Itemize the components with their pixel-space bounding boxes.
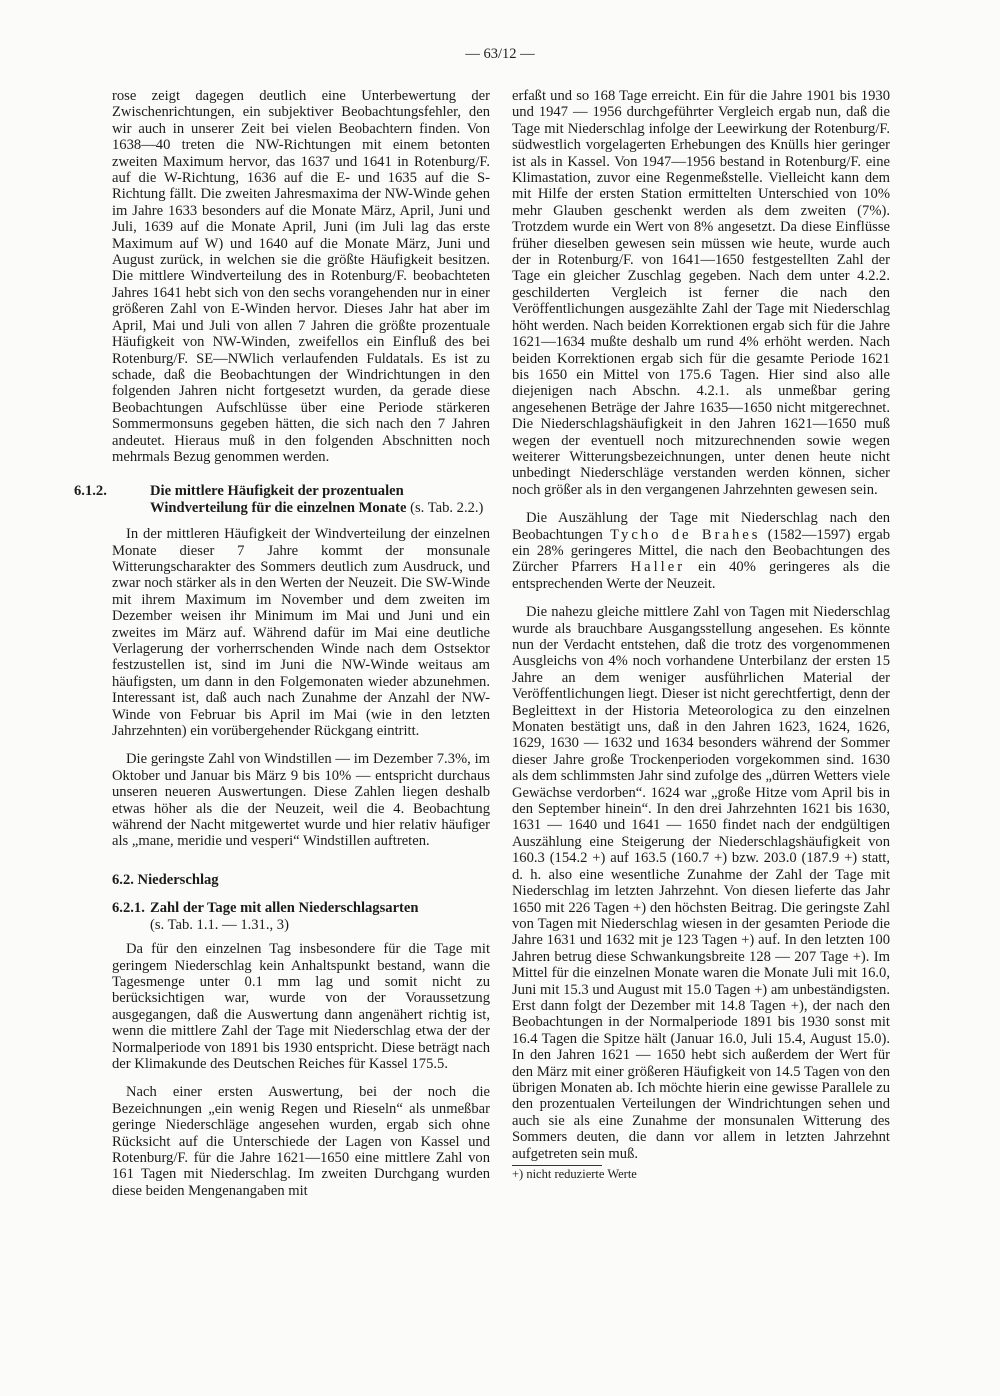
page-number: — 63/12 — [465,46,535,62]
section-title: Zahl der Tage mit allen Niederschlagsarten [150,900,419,917]
text-run: (1582—1597) ergab ein 28% geringeres Mittel, die nach den Beobachtungen des Zürcher Pfarrers [512,526,890,576]
paragraph-brahe-haller [512,510,890,592]
section-number: 6.2.1. [112,900,145,917]
table-reference: (s. Tab. 1.1. — 1.31., 3) [150,916,289,933]
section-heading-6-2-1 [112,900,490,916]
paragraph-decades: Die nahezu gleiche mittlere Zahl von Tagen mit Niederschlag wurde als brauchbare Ausgangsstellung angesehen. Es könnte nun der Verdacht entstehen, daß die trotz des vorgenommenen Ausgleichs von 4% noch vorhandene Unterbilanz der ersten 15 Jahre an dem weniger ausführlichen Material der Veröffentlichungen liegt. Dieser ist nicht gerechtfertigt, denn der Begleittext in der Historia Meteorologica zu den einzelnen Monaten bestätigt uns, daß in den Jahren 1623, 1624, 1626, 1629, 1630 — 1632 und 1634 besonders während der Sommer dieser Jahre große Trockenperioden vorgekommen sind. 1630 als dem schlimmsten Jahr sind zufolge des „dürren Wetters viele Gewächse verdorben“. 1624 war „große Hitze vom April bis in den September hinein“. In den drei Jahrzehnten 1621 bis 1630, 1631 — 1640 und 1641 — 1650 findet nach der endgültigen Auszählung eine Steigerung der Niederschlagshäufigkeit von 160.3 (154.2 +) auf 163.5 (160.7 +) bzw. 203.0 (187.9 +) statt, d. h. also eine wesentliche Zunahme der Zahl der Tage mit Niederschlag im letzten Jahrzehnt. Von diesen lieferte das Jahr 1650 mit 226 Tagen +) den höchsten Beitrag. Die geringste Zahl von Tagen mit Niederschlag wiesen in der gesamten Periode die Jahre 1631 und 1632 mit je 123 Tagen +) auf. In den letzten 100 Jahren betrug diese Schwankungsbreite 128 — 207 Tage +). Im Mittel für die einzelnen Monate waren die Monate Juli mit 16.0, Juni mit 15.3 und August mit 15.0 Tagen +) am unbeständigsten. Erst dann folgt der Dezember mit 14.8 Tagen +), der nach den Beobachtungen in der Normalperiode 1891 bis 1930 sonst mit 16.4 Tagen die Spitze hält (Januar 16.0, Juli 15.4, August 15.0). In den Jahren 1621 — 1650 hebt sich außerdem der Wert für den März mit einer größeren Häufigkeit von 14.5 Tagen von den übrigen Monaten ab. Ich möchte hierin eine gewisse Parallele zu den prozentualen Verteilungen der Windrichtungen sehen und auch sie als eine Zunahme der monsunalen Witterung des Sommers deuten, die dann vor allem in letzten Jahrzehnt aufgetreten sein muß. [512,604,890,1162]
footnote-rule [512,1165,602,1166]
section-number: 6.1.2. [74,483,107,500]
right-column [512,88,890,1181]
section-heading-6-1-2 [74,483,490,516]
paragraph-wind-rose: rose zeigt dagegen deutlich eine Unterbewertung der Zwischenrichtungen, ein subjektiver Beobachtungsfehler, den wir auch in unserer Zeit bei vielen Beobachtern finden. Von 1638—40 treten die NW-Richtungen mit einem betonten zweiten Maximum hervor, das 1637 und 1641 in Rotenburg/F. auf die W-Richtung, 1636 auf die E- und 1635 auf die S-Richtung fällt. Die zweiten Jahresmaxima der NW-Winde gehen im Jahre 1633 besonders auf die Monate März, April, Juni und Juli, 1639 auf die Monate April, Juni (im Juli lag das erste Maximum auf W) und 1640 auf die Monate März, Juni und August zurück, in welchen sie die größte Häufigkeit besitzen. Die mittlere Windverteilung des in Rotenburg/F. beobachteten Jahres 1641 hebt sich von den sechs vorangehenden nur in einer größeren Zahl von E-Winden hervor. Dieses Jahr hat aber im April, Mai und Juli von allen 7 Jahren die größte prozentuale Häufigkeit von NW-Winden, zweifellos ein Einfluß des bei Rotenburg/F. SE—NWlich verlaufenden Fuldatals. Es ist zu schade, daß die Beobachtungen der Windrichtungen in den folgenden Jahren nicht fortgesetzt wurden, da gerade diese Beobachtungen Aufschlüsse über eine Periode stärkeren Sommermonsuns gegeben hätten, die sich nach den 7 Jahren andeutet. Hieraus muß in den folgenden Abschnitten noch mehrmals Bezug genommen werden. [112,88,490,465]
section-heading-6-2: 6.2. Niederschlag [112,871,219,888]
paragraph-corrections: erfaßt und so 168 Tage erreicht. Ein für die Jahre 1901 bis 1930 und 1947 — 1956 durchgeführter Vergleich ergab nun, daß die Tage mit Niederschlag infolge der Leewirkung der Rotenburg/F. südwestlich vorgelagerten Erhebungen des Knülls hier geringer ist als in Kassel. Von 1947—1956 bestand in Rotenburg/F. eine Klimastation, zuvor eine Regenmeßstelle. Vielleicht kann dem mit Hilfe der ersten Station ermittelten Unterschied von 10% mehr Glauben geschenkt werden als dem zweiten (7%). Trotzdem wurde ein Wert von 8% angesetzt. Da diese Einflüsse früher dieselben gewesen sein müssen wie heute, wurde auch der in Rotenburg/F. von 1641—1650 festgestellten Zahl der Tage ein gleicher Zuschlag gegeben. Nach dem unter 4.2.2. geschilderten Vergleich ist ferner die nach den Veröffentlichungen ausgezählte Zahl der Tage mit Niederschlag höht werden. Nach beiden Korrektionen ergab sich für die Jahre 1621—1634 mußte deshalb um rund 4% erhöht werden. Nach beiden Korrektionen ergab sich für die gesamte Periode 1621 bis 1650 ein Mittel von 175.6 Tagen. Hier sind also alle diejenigen nach Abschn. 4.2.1. als unmeßbar gering angesehenen Beträge der Jahre 1635—1650 nicht mitgerechnet. Die Niederschlagshäufigkeit in den Jahren 1621—1650 muß wegen der eventuell noch mitzurechnenden sowie wegen weiterer Witterungsbezeichnungen, unter denen heute nicht unbedingt Niederschläge verstanden werden können, sicher noch größer als in den vergangenen Jahrzehnten gewesen sein. [512,88,890,498]
paragraph-first-evaluation: Nach einer ersten Auswertung, bei der noch die Bezeichnungen „ein wenig Regen und Rieseln“ als unmeßbar geringe Niederschläge angesehen wurden, ergab sich ohne Rücksicht auf die Unterschiede der Lagen von Kassel und Rotenburg/F. für die Jahre 1621—1650 eine mittlere Zahl von 161 Tagen mit Niederschlag. Im zweiten Durchgang wurden diese beiden Mengenangaben mit [112,1084,490,1199]
paragraph-precip-days: Da für den einzelnen Tag insbesondere für die Tage mit geringem Niederschlag kein Anhaltspunkt bestand, wann die Tagesmenge unter 0.1 mm lag und somit nicht zu berücksichtigen war, wurde von der Voraussetzung ausgegangen, daß die Auswertung dann angenähert richtig ist, wenn die mittlere Zahl der Tage mit Niederschlag etwa der der Normalperiode von 1891 bis 1930 entspricht. Diese beträgt nach der Klimakunde des Deutschen Reiches für Kassel 175.5. [112,941,490,1072]
section-title: Die mittlere Häufigkeit der prozentualen Windverteilung für die einzelnen Monate [150,483,407,516]
left-column [74,88,490,1199]
text-run: ein 40% geringeres als die entsprechenden Werte der Neuzeit. [512,559,890,592]
paragraph-calms: Die geringste Zahl von Windstillen — im Dezember 7.3%, im Oktober und Januar bis März 9 bis 10% — entspricht durchaus unseren neueren Auswertungen. Diese Zahlen liegen deshalb etwas höher als die der Neuzeit, weil die 4. Beobachtung während der Nacht mitgewertet wurde und hier relativ häufiger als „mane, meridie und vesperi“ Windstillen auftreten. [112,751,490,850]
name-haller: Haller [630,559,686,576]
table-reference: (s. Tab. 2.2.) [410,499,484,516]
name-tycho-de-brahe: Tycho de Brahes [610,526,761,543]
footnote: +) nicht reduzierte Werte [512,1167,637,1181]
text-run: Die Auszählung der Tage mit Niederschlag nach den Beobachtungen [512,510,890,543]
paragraph-monthly-wind: In der mittleren Häufigkeit der Windverteilung der einzelnen Monate dieser 7 Jahre kommt der monsunale Witterungscharakter des Sommers deutlich zum Ausdruck, und zwar noch stärker als in den Werten der Neuzeit. Die SW-Winde mit ihrem Maximum im November und dem zweiten im Dezember weisen ihr Minimum im Mai und Juni und ein zweites im März auf. Während dafür im Mai eine deutliche Verlagerung der vorherrschenden Winde nach dem Ostsektor festzustellen ist, sind im Juni die NW-Winde weitaus am häufigsten, um dann in den Folgemonaten wieder abzunehmen. Interessant ist, daß auch nach Zunahme der Anzahl der NW-Winde von Februar bis April im Mai (wie in den letzten Jahrzehnten) ein vorübergehender Rückgang eintritt. [112,526,490,740]
